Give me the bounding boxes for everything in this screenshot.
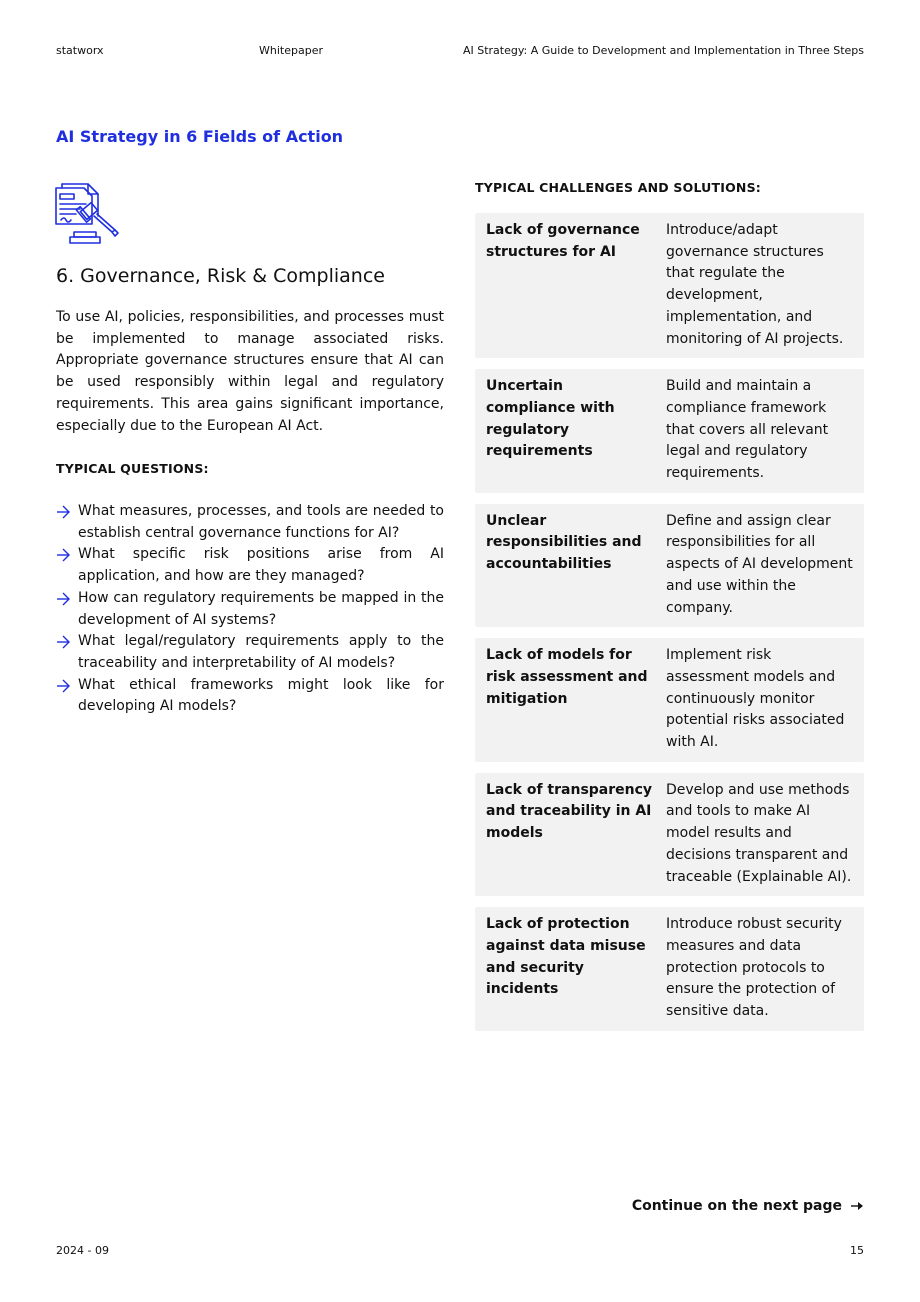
challenge-problem: Lack of protection against data misuse and security incidents: [486, 916, 646, 998]
question-item: [56, 588, 444, 631]
challenge-solution: Introduce/adapt governance structures that regulate the development, implementation, and monitoring of AI projects.: [666, 222, 844, 347]
challenge-row: [475, 369, 864, 493]
challenge-row: [475, 638, 864, 762]
challenge-solution: Introduce robust security measures and data protection protocols to ensure the protection of sensitive data.: [666, 916, 842, 1020]
challenge-solution: Implement risk assessment models and continuously monitor potential risks associated with AI.: [666, 647, 845, 751]
governance-document-gavel-icon: [54, 180, 122, 246]
arrow-right-icon: [56, 505, 70, 519]
challenges-heading: TYPICAL CHALLENGES AND SOLUTIONS:: [475, 180, 761, 195]
question-text: How can regulatory requirements be mapped in the development of AI systems?: [78, 589, 444, 628]
challenge-solution: Define and assign clear responsibilities for all aspects of AI development and use within the company.: [666, 512, 853, 616]
challenge-row: [475, 907, 864, 1031]
header-brand: statworx: [56, 44, 104, 57]
header-doc-type: Whitepaper: [259, 44, 323, 57]
challenge-problem: Lack of governance structures for AI: [486, 222, 640, 260]
question-text: What legal/regulatory requirements apply to the traceability and interpretability of AI models?: [78, 633, 444, 671]
questions-heading: TYPICAL QUESTIONS:: [56, 461, 209, 476]
section-title: AI Strategy in 6 Fields of Action: [56, 127, 344, 146]
continue-label: Continue on the next page: [631, 1198, 842, 1214]
challenge-problem: Lack of models for risk assessment and mitigation: [486, 647, 648, 707]
question-item: [56, 544, 444, 587]
question-item: [56, 501, 444, 544]
challenge-solution: Develop and use methods and tools to make AI model results and decisions transparent and traceable (Explainable AI).: [666, 781, 852, 885]
heading: 6. Governance, Risk & Compliance: [56, 265, 385, 287]
question-text: What specific risk positions arise from AI application, and how are they managed?: [78, 546, 444, 585]
footer-date: 2024 - 09: [56, 1244, 109, 1257]
intro-paragraph: To use AI, policies, responsibilities, and processes must be implemented to manage associated risks. Appropriate governance structures ensure that AI can be used responsibly within legal and regulatory requirements. This area gains significant importance, especially due to the European AI Act.: [56, 309, 444, 434]
page-number: 15: [850, 1244, 864, 1257]
questions-list: [56, 501, 444, 718]
arrow-right-icon: [850, 1201, 864, 1211]
challenge-row: [475, 213, 864, 358]
question-item: [56, 631, 444, 674]
challenge-row: [475, 773, 864, 897]
question-item: [56, 675, 444, 718]
question-text: What measures, processes, and tools are needed to establish central governance functions for AI?: [78, 503, 444, 541]
challenge-row: [475, 504, 864, 628]
challenges-list: [475, 213, 864, 1042]
continue-next-page-link[interactable]: [632, 1198, 864, 1214]
challenge-problem: Lack of transparency and traceability in AI models: [486, 781, 653, 842]
header-doc-title: AI Strategy: A Guide to Development and Implementation in Three Steps: [462, 44, 864, 57]
arrow-right-icon: [56, 679, 70, 693]
challenge-problem: Unclear responsibilities and accountabilities: [486, 512, 642, 573]
challenge-problem: Uncertain compliance with regulatory requirements: [486, 378, 615, 460]
arrow-right-icon: [56, 592, 70, 606]
arrow-right-icon: [56, 548, 70, 562]
question-text: What ethical frameworks might look like for developing AI models?: [78, 676, 444, 715]
challenge-solution: Build and maintain a compliance framework that covers all relevant legal and regulatory requirements.: [666, 378, 829, 482]
arrow-right-icon: [56, 635, 70, 649]
